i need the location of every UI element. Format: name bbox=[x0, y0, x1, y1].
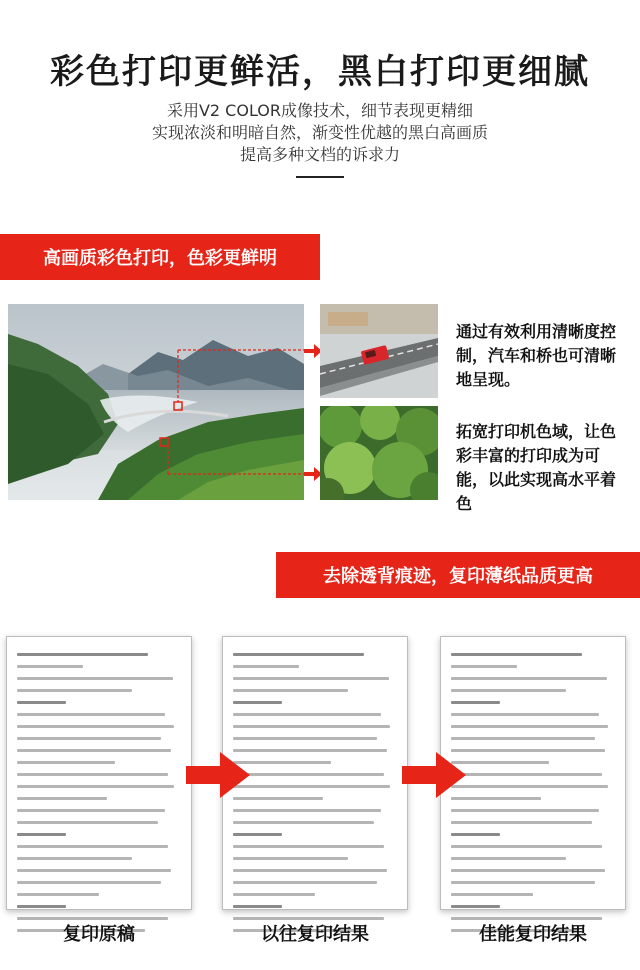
subtitle-line-2: 实现浓淡和明暗自然，渐变性优越的黑白高画质 bbox=[151, 123, 488, 142]
page-title: 彩色打印更鲜活，黑白打印更细腻 bbox=[50, 52, 590, 92]
canon-copy-caption: 佳能复印结果 bbox=[479, 924, 587, 945]
copy-quality-banner: 去除透背痕迹，复印薄纸品质更高 bbox=[276, 552, 640, 598]
color-gamut-description: 拓宽打印机色域，让色彩丰富的打印成为可能，以此实现高水平着色 bbox=[456, 422, 617, 513]
car-bridge-detail-photo bbox=[320, 304, 438, 398]
previous-copy-caption: 以往复印结果 bbox=[261, 924, 369, 945]
arrow-right-icon bbox=[402, 752, 466, 798]
subtitle-line-1: 采用V2 COLOR成像技术，细节表现更精细 bbox=[166, 101, 474, 120]
landscape-photo bbox=[8, 304, 304, 500]
original-caption: 复印原稿 bbox=[63, 924, 135, 945]
subtitle-line-3: 提高多种文档的诉求力 bbox=[239, 145, 400, 164]
title-divider bbox=[296, 176, 344, 178]
canon-copy-document bbox=[440, 636, 626, 910]
foliage-detail-photo bbox=[320, 406, 438, 500]
sharpness-description: 通过有效利用清晰度控制，汽车和桥也可清晰地呈现。 bbox=[456, 322, 617, 389]
arrow-right-icon bbox=[186, 752, 250, 798]
color-print-banner: 高画质彩色打印，色彩更鲜明 bbox=[0, 234, 320, 280]
original-document bbox=[6, 636, 192, 910]
